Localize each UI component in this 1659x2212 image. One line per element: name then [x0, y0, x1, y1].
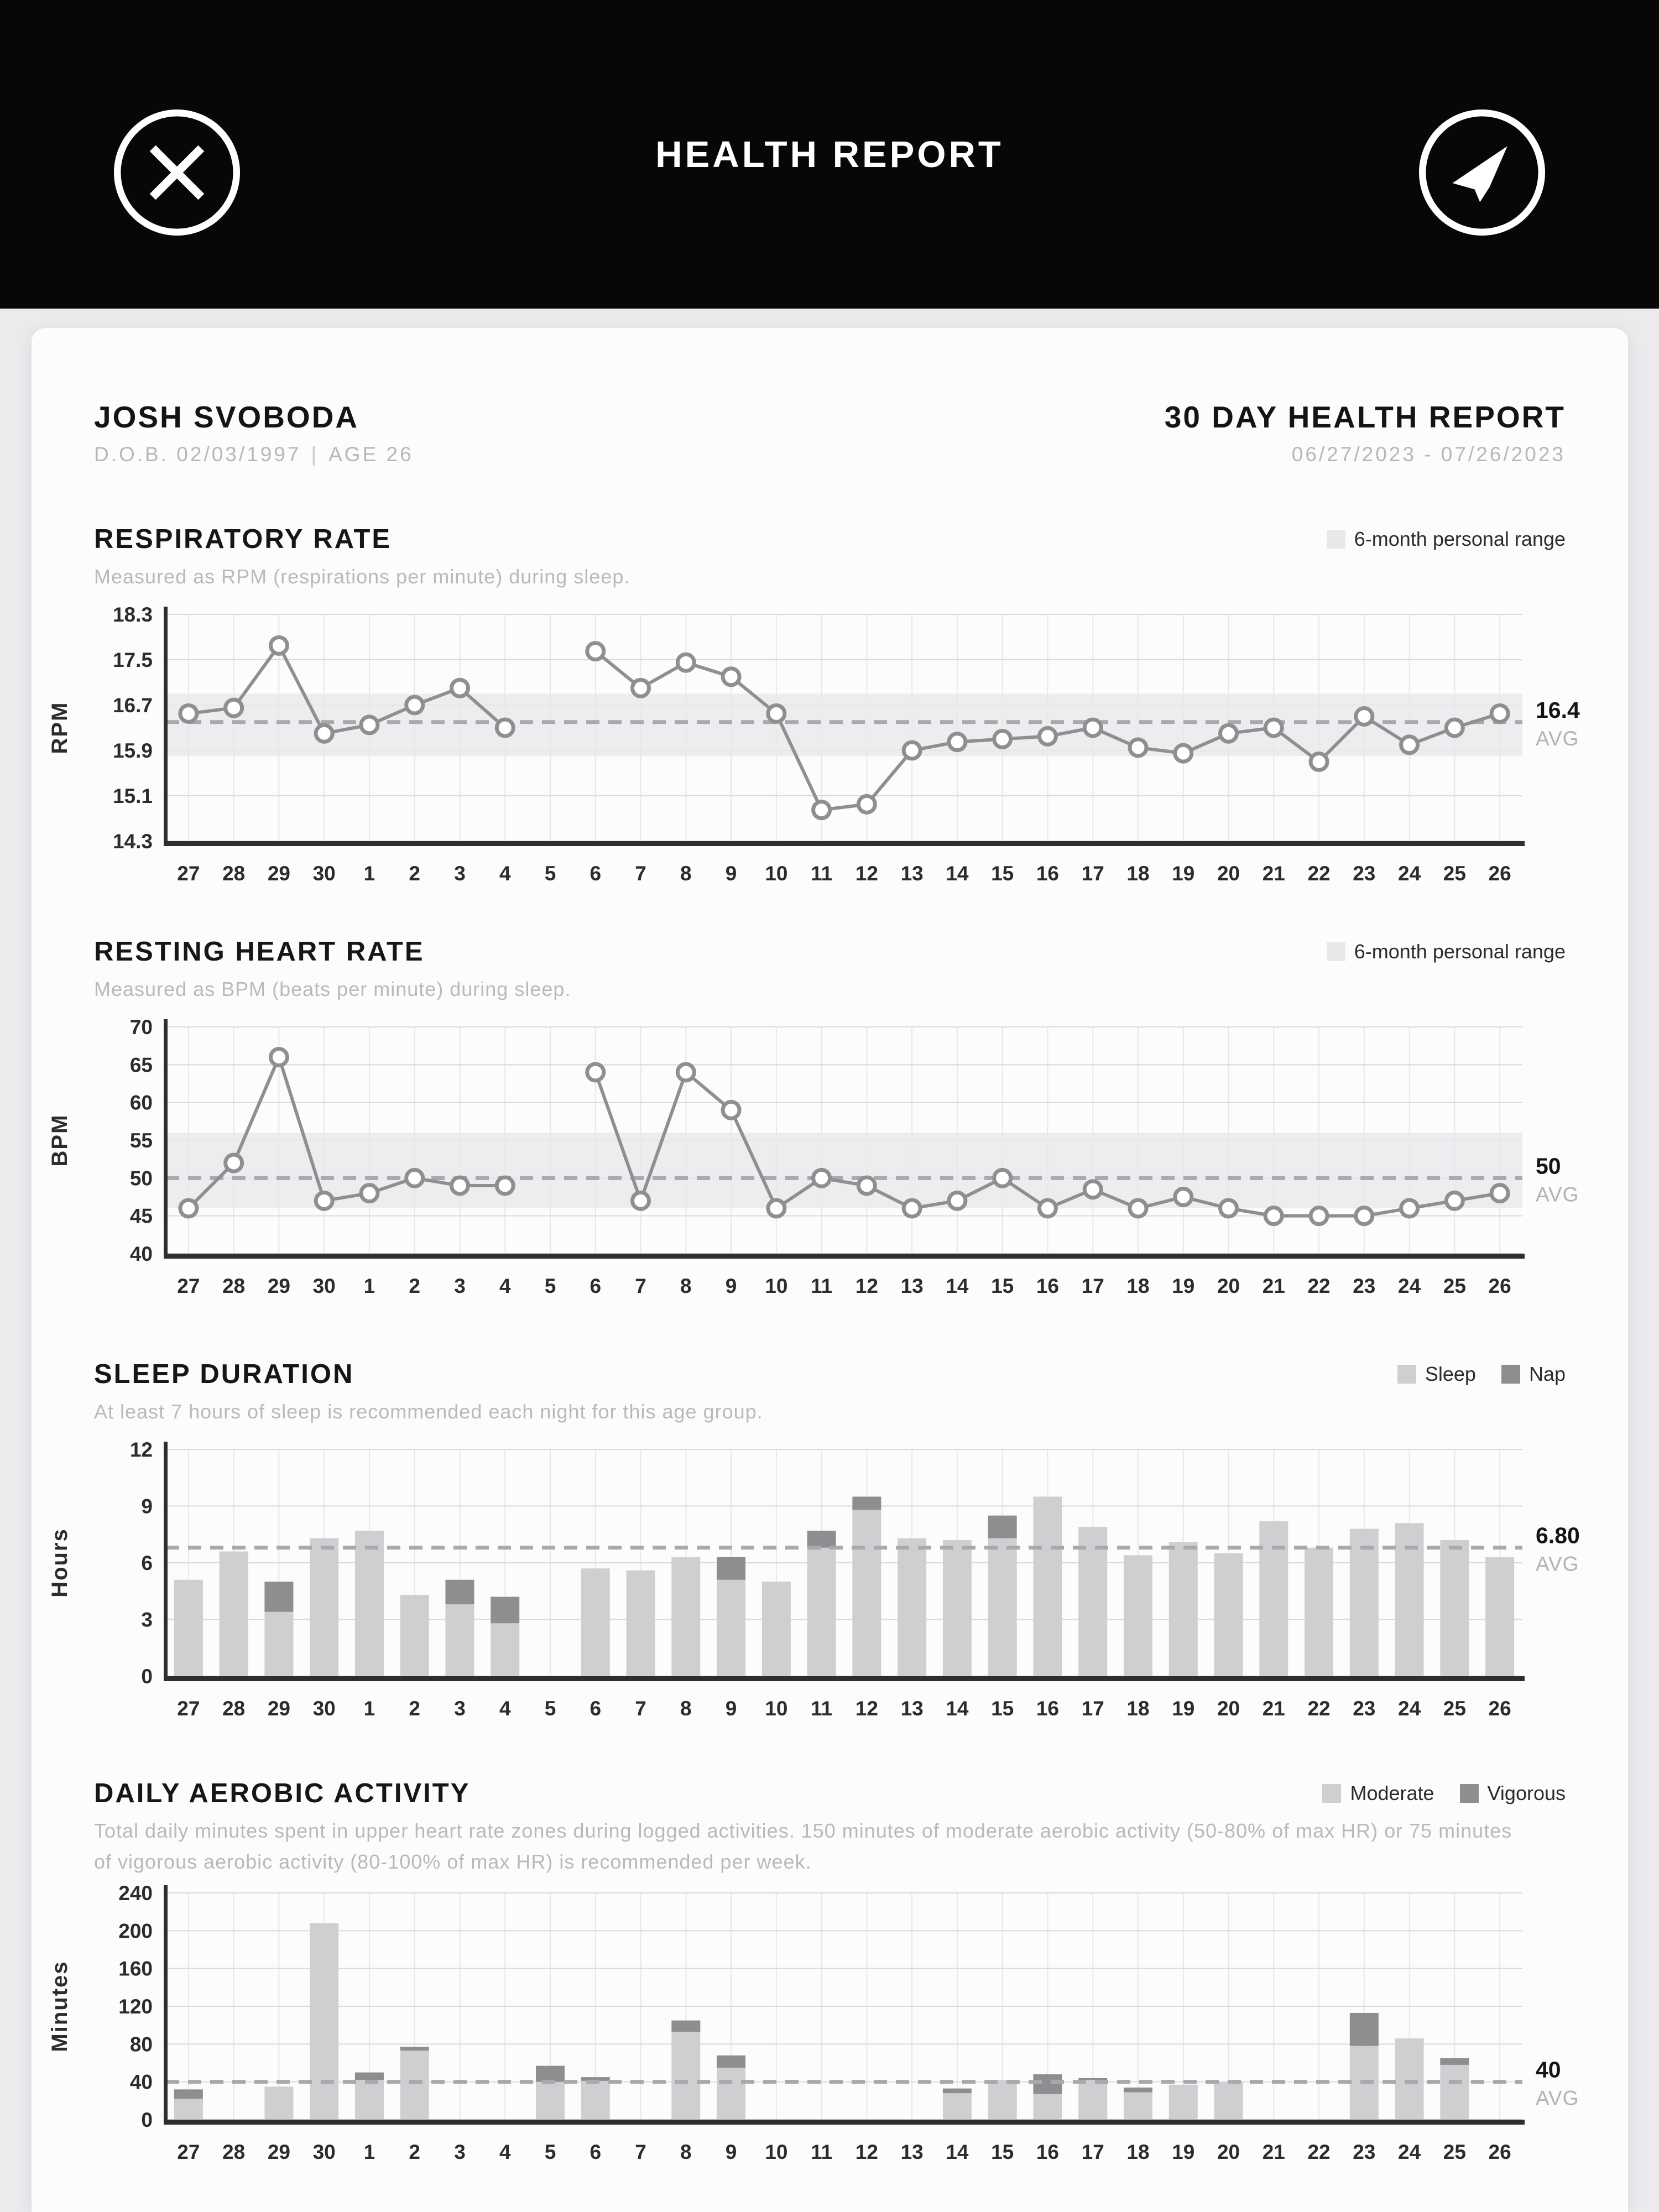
- svg-text:27: 27: [177, 862, 200, 885]
- svg-text:AVG: AVG: [1536, 2086, 1579, 2110]
- svg-text:7: 7: [635, 862, 646, 885]
- svg-text:10: 10: [765, 1275, 788, 1297]
- svg-text:30: 30: [312, 1697, 336, 1720]
- svg-text:18: 18: [1126, 1697, 1150, 1720]
- svg-text:1: 1: [363, 862, 375, 885]
- svg-text:22: 22: [1307, 862, 1331, 885]
- legend-swatch: [1501, 1365, 1520, 1384]
- svg-text:12: 12: [855, 862, 878, 885]
- svg-text:24: 24: [1398, 1697, 1421, 1720]
- svg-text:AVG: AVG: [1536, 1183, 1579, 1206]
- svg-text:9: 9: [725, 862, 737, 885]
- svg-text:19: 19: [1172, 1275, 1195, 1297]
- svg-text:5: 5: [544, 1697, 556, 1720]
- svg-text:8: 8: [680, 1275, 692, 1297]
- section-resting-heart-rate: [32, 935, 1628, 1315]
- report-header: [94, 400, 1566, 466]
- svg-text:8: 8: [680, 862, 692, 885]
- svg-text:21: 21: [1262, 1275, 1285, 1297]
- svg-text:27: 27: [177, 1697, 200, 1720]
- svg-text:5: 5: [544, 1275, 556, 1297]
- svg-text:21: 21: [1262, 862, 1285, 885]
- svg-text:1: 1: [363, 2141, 375, 2163]
- legend-daily-aerobic-activity: [1322, 1782, 1566, 1805]
- svg-text:29: 29: [267, 1275, 290, 1297]
- svg-text:13: 13: [900, 1697, 924, 1720]
- svg-text:26: 26: [1488, 1697, 1511, 1720]
- svg-text:20: 20: [1217, 1275, 1240, 1297]
- respiratory-rate-chart: [32, 601, 1628, 902]
- svg-text:12: 12: [855, 1275, 878, 1297]
- svg-text:20: 20: [1217, 1697, 1240, 1720]
- section-subtitle: At least 7 hours of sleep is recommended each night for this age group.: [94, 1400, 763, 1423]
- svg-text:25: 25: [1443, 1697, 1466, 1720]
- close-icon: [108, 234, 246, 243]
- svg-text:15: 15: [991, 2141, 1014, 2163]
- section-title: RESPIRATORY RATE: [94, 524, 392, 554]
- svg-text:16: 16: [1036, 862, 1060, 885]
- svg-text:11: 11: [811, 1275, 833, 1297]
- patient-name: JOSH SVOBODA: [94, 400, 359, 434]
- svg-text:19: 19: [1172, 862, 1195, 885]
- svg-text:23: 23: [1353, 2141, 1376, 2163]
- svg-text:16: 16: [1036, 2141, 1060, 2163]
- svg-text:15: 15: [991, 1697, 1014, 1720]
- svg-text:18: 18: [1126, 862, 1150, 885]
- svg-text:7: 7: [635, 1275, 646, 1297]
- svg-text:4: 4: [499, 2141, 511, 2163]
- resting-heart-rate-chart: [32, 1014, 1628, 1315]
- report-card: [32, 328, 1628, 2212]
- legend-item: Sleep: [1397, 1363, 1476, 1386]
- section-subtitle: Total daily minutes spent in upper heart rate zones during logged activities. 150 minutes of moderate aerobic activity (50-80% of max HR) or 75 minutes of vigorous aerobic activity (80-100% of max HR) is recommended per week.: [94, 1819, 1512, 1873]
- svg-text:19: 19: [1172, 2141, 1195, 2163]
- legend-item: Moderate: [1322, 1782, 1434, 1805]
- sleep-duration-chart: [32, 1436, 1628, 1738]
- svg-text:6: 6: [589, 1275, 602, 1297]
- svg-text:26: 26: [1488, 2141, 1511, 2163]
- legend-swatch: [1327, 530, 1345, 549]
- svg-text:10: 10: [765, 862, 788, 885]
- svg-text:29: 29: [267, 2141, 290, 2163]
- svg-text:16: 16: [1036, 1697, 1060, 1720]
- svg-text:19: 19: [1172, 1697, 1195, 1720]
- svg-text:12: 12: [855, 2141, 878, 2163]
- svg-text:24: 24: [1398, 862, 1421, 885]
- svg-text:Minutes: Minutes: [48, 1960, 72, 2052]
- svg-text:10: 10: [765, 2141, 788, 2163]
- svg-text:25: 25: [1443, 1275, 1466, 1297]
- svg-text:40: 40: [1536, 2057, 1561, 2083]
- svg-text:BPM: BPM: [48, 1114, 72, 1167]
- svg-text:8: 8: [680, 1697, 692, 1720]
- svg-text:17: 17: [1081, 2141, 1104, 2163]
- patient-age: AGE 26: [328, 443, 414, 466]
- legend-item: 6-month personal range: [1327, 528, 1566, 551]
- svg-text:28: 28: [222, 1697, 246, 1720]
- svg-text:28: 28: [222, 2141, 246, 2163]
- svg-text:30: 30: [312, 862, 336, 885]
- svg-text:21: 21: [1262, 1697, 1285, 1720]
- svg-text:1: 1: [363, 1697, 375, 1720]
- svg-text:0: 0: [141, 1665, 153, 1688]
- svg-text:2: 2: [409, 1275, 421, 1297]
- svg-text:22: 22: [1307, 2141, 1331, 2163]
- section-subtitle: Measured as BPM (beats per minute) during sleep.: [94, 978, 571, 1000]
- svg-text:29: 29: [267, 1697, 290, 1720]
- svg-text:23: 23: [1353, 862, 1376, 885]
- svg-text:2: 2: [409, 2141, 421, 2163]
- section-respiratory-rate: [32, 523, 1628, 902]
- svg-text:60: 60: [129, 1091, 153, 1114]
- svg-text:6: 6: [589, 1697, 602, 1720]
- svg-text:22: 22: [1307, 1275, 1331, 1297]
- svg-text:40: 40: [129, 1243, 153, 1265]
- svg-text:9: 9: [725, 1697, 737, 1720]
- svg-text:5: 5: [544, 862, 556, 885]
- page-title: HEALTH REPORT: [655, 133, 1004, 175]
- svg-text:9: 9: [725, 2141, 737, 2163]
- svg-text:28: 28: [222, 1275, 246, 1297]
- svg-text:7: 7: [635, 2141, 646, 2163]
- svg-text:29: 29: [267, 862, 290, 885]
- svg-text:3: 3: [454, 2141, 466, 2163]
- svg-text:9: 9: [725, 1275, 737, 1297]
- svg-text:3: 3: [454, 1275, 466, 1297]
- svg-text:23: 23: [1353, 1697, 1376, 1720]
- svg-text:5: 5: [544, 2141, 556, 2163]
- svg-text:2: 2: [409, 1697, 421, 1720]
- svg-text:8: 8: [680, 2141, 692, 2163]
- svg-text:1: 1: [363, 1275, 375, 1297]
- meta-separator: |: [311, 443, 319, 466]
- header-bar: [0, 0, 1659, 309]
- svg-text:14: 14: [946, 2141, 969, 2163]
- legend-item: Vigorous: [1460, 1782, 1566, 1805]
- svg-text:4: 4: [499, 1697, 511, 1720]
- legend-swatch: [1460, 1784, 1479, 1803]
- svg-text:30: 30: [312, 2141, 336, 2163]
- svg-text:20: 20: [1217, 862, 1240, 885]
- legend-resting-heart-rate: [1327, 940, 1566, 963]
- section-title: RESTING HEART RATE: [94, 937, 425, 967]
- svg-text:160: 160: [118, 1957, 153, 1980]
- svg-text:25: 25: [1443, 862, 1466, 885]
- svg-text:4: 4: [499, 862, 511, 885]
- daily-aerobic-activity-chart: [32, 1880, 1628, 2181]
- svg-text:18.3: 18.3: [112, 603, 153, 626]
- svg-text:6: 6: [589, 862, 602, 885]
- svg-text:16.7: 16.7: [112, 694, 153, 717]
- svg-text:11: 11: [811, 1697, 833, 1720]
- svg-text:27: 27: [177, 2141, 200, 2163]
- svg-text:20: 20: [1217, 2141, 1240, 2163]
- report-date-range: 06/27/2023 - 07/26/2023: [1291, 443, 1566, 466]
- svg-text:14: 14: [946, 862, 969, 885]
- svg-text:10: 10: [765, 1697, 788, 1720]
- svg-text:17: 17: [1081, 1697, 1104, 1720]
- send-icon: [1413, 234, 1551, 243]
- section-subtitle: Measured as RPM (respirations per minute) during sleep.: [94, 565, 630, 588]
- legend-sleep-duration: [1397, 1363, 1566, 1386]
- legend-respiratory-rate: [1327, 528, 1566, 551]
- svg-text:9: 9: [141, 1495, 153, 1518]
- svg-text:7: 7: [635, 1697, 646, 1720]
- svg-text:40: 40: [129, 2070, 153, 2094]
- svg-text:80: 80: [129, 2033, 153, 2056]
- svg-text:14: 14: [946, 1697, 969, 1720]
- legend-swatch: [1322, 1784, 1341, 1803]
- svg-text:6.80: 6.80: [1536, 1522, 1580, 1548]
- svg-text:17: 17: [1081, 862, 1104, 885]
- svg-text:2: 2: [409, 862, 421, 885]
- svg-text:24: 24: [1398, 1275, 1421, 1297]
- svg-text:120: 120: [118, 1995, 153, 2018]
- section-title: SLEEP DURATION: [94, 1359, 354, 1389]
- svg-text:6: 6: [589, 2141, 602, 2163]
- svg-text:11: 11: [811, 2141, 833, 2163]
- svg-text:24: 24: [1398, 2141, 1421, 2163]
- report-title: 30 DAY HEALTH REPORT: [1164, 400, 1566, 434]
- svg-text:3: 3: [454, 1697, 466, 1720]
- svg-text:26: 26: [1488, 1275, 1511, 1297]
- svg-text:12: 12: [855, 1697, 878, 1720]
- svg-text:22: 22: [1307, 1697, 1331, 1720]
- svg-text:13: 13: [900, 862, 924, 885]
- svg-text:45: 45: [129, 1204, 153, 1228]
- svg-text:28: 28: [222, 862, 246, 885]
- svg-text:13: 13: [900, 2141, 924, 2163]
- section-sleep-duration: [32, 1358, 1628, 1738]
- svg-text:17: 17: [1081, 1275, 1104, 1297]
- svg-text:15: 15: [991, 1275, 1014, 1297]
- svg-text:15.9: 15.9: [112, 739, 153, 762]
- patient-meta: [94, 443, 414, 466]
- svg-text:14.3: 14.3: [112, 830, 153, 853]
- section-daily-aerobic-activity: [32, 1777, 1628, 2181]
- svg-text:13: 13: [900, 1275, 924, 1297]
- svg-text:0: 0: [141, 2109, 153, 2131]
- section-title: DAILY AEROBIC ACTIVITY: [94, 1778, 471, 1808]
- legend-swatch: [1397, 1365, 1416, 1384]
- svg-text:55: 55: [129, 1129, 153, 1152]
- svg-text:3: 3: [454, 862, 466, 885]
- svg-text:12: 12: [129, 1438, 153, 1461]
- svg-text:65: 65: [129, 1053, 153, 1077]
- send-button[interactable]: [1413, 104, 1551, 241]
- svg-text:4: 4: [499, 1275, 511, 1297]
- svg-text:RPM: RPM: [48, 701, 72, 754]
- svg-text:18: 18: [1126, 1275, 1150, 1297]
- svg-text:Hours: Hours: [48, 1528, 72, 1598]
- svg-text:AVG: AVG: [1536, 727, 1579, 750]
- svg-text:25: 25: [1443, 2141, 1466, 2163]
- svg-text:240: 240: [118, 1882, 153, 1905]
- svg-text:50: 50: [129, 1167, 153, 1190]
- svg-text:16: 16: [1036, 1275, 1060, 1297]
- patient-dob: D.O.B. 02/03/1997: [94, 443, 301, 466]
- svg-text:14: 14: [946, 1275, 969, 1297]
- svg-text:11: 11: [811, 862, 833, 885]
- svg-text:15: 15: [991, 862, 1014, 885]
- svg-text:AVG: AVG: [1536, 1552, 1579, 1575]
- svg-text:26: 26: [1488, 862, 1511, 885]
- svg-text:200: 200: [118, 1919, 153, 1943]
- legend-item: 6-month personal range: [1327, 940, 1566, 963]
- legend-swatch: [1327, 942, 1345, 961]
- svg-text:70: 70: [129, 1016, 153, 1039]
- svg-text:17.5: 17.5: [112, 649, 153, 671]
- svg-text:6: 6: [141, 1552, 153, 1574]
- svg-text:30: 30: [312, 1275, 336, 1297]
- svg-text:16.4: 16.4: [1536, 697, 1580, 723]
- svg-text:27: 27: [177, 1275, 200, 1297]
- legend-item: Nap: [1501, 1363, 1566, 1386]
- svg-text:18: 18: [1126, 2141, 1150, 2163]
- svg-text:15.1: 15.1: [112, 785, 153, 807]
- svg-text:21: 21: [1262, 2141, 1285, 2163]
- close-button[interactable]: [108, 104, 246, 241]
- svg-text:50: 50: [1536, 1153, 1561, 1179]
- svg-text:3: 3: [141, 1608, 153, 1631]
- svg-text:23: 23: [1353, 1275, 1376, 1297]
